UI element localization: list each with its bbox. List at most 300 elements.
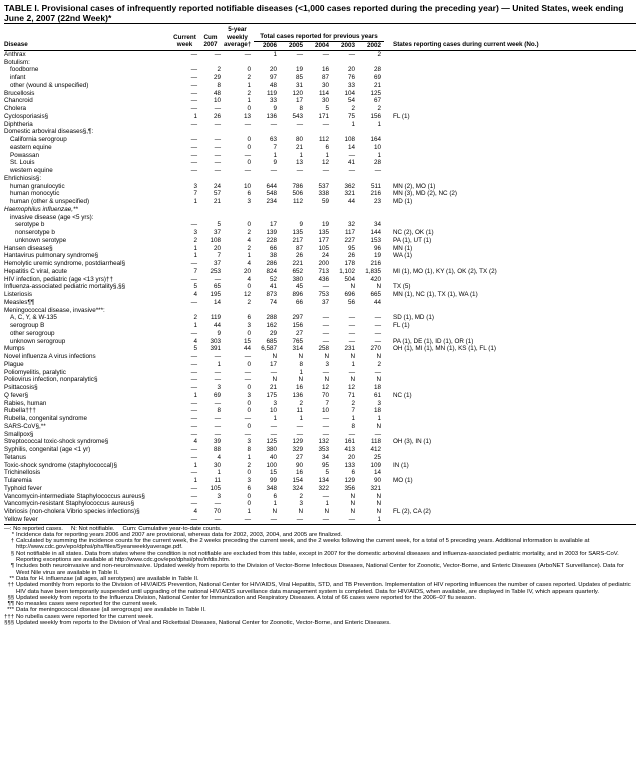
value-cell	[224, 59, 254, 67]
table-row	[4, 322, 636, 330]
value-cell: 30	[321, 81, 329, 89]
value-cell: 1	[377, 415, 381, 423]
value-cell: 321	[370, 484, 381, 492]
value-cell: 136	[292, 391, 303, 399]
states-cell	[384, 469, 636, 477]
value-cell: —	[244, 376, 251, 384]
table-row	[4, 485, 636, 493]
value-cell: 2	[193, 236, 197, 244]
value-cell: 4	[193, 337, 197, 345]
value-cell: 45	[295, 283, 303, 291]
value-cell: 1	[193, 198, 197, 206]
value-cell: 0	[247, 422, 251, 430]
disease-cell: invasive disease (age <5 yrs):	[10, 213, 94, 221]
value-cell: 19	[295, 66, 303, 74]
states-cell: SD (1), MD (1)	[393, 314, 434, 322]
disease-cell: eastern equine	[10, 143, 52, 151]
value-cell: 14	[347, 143, 355, 151]
states-cell	[384, 121, 636, 129]
states-cell	[384, 299, 636, 307]
value-cell: N	[376, 422, 381, 430]
value-cell: —	[214, 275, 221, 283]
value-cell: 1	[273, 151, 277, 159]
footnote-symbol: ¶¶	[7, 601, 14, 608]
value-cell	[306, 307, 332, 315]
value-cell: —	[296, 430, 303, 438]
value-cell: 21	[269, 384, 277, 392]
value-cell: 87	[295, 244, 303, 252]
states-cell	[384, 90, 636, 98]
table-row	[4, 90, 636, 98]
year-header: 2006	[262, 42, 277, 50]
value-cell: 8	[351, 422, 355, 430]
table-row	[4, 291, 636, 299]
value-cell: 1	[247, 508, 251, 516]
value-cell: —	[214, 376, 221, 384]
states-cell: MN (2), MO (1)	[393, 182, 436, 190]
value-cell: 162	[266, 322, 277, 330]
value-cell	[332, 214, 358, 222]
value-cell: 362	[344, 182, 355, 190]
disease-cell: A, C, Y, & W-135	[10, 314, 57, 322]
value-cell: —	[322, 314, 329, 322]
value-cell: 288	[266, 314, 277, 322]
value-cell	[200, 175, 224, 183]
disease-cell: other (wound & unspecified)	[10, 81, 89, 89]
disease-cell: Diphtheria	[4, 120, 33, 128]
footnote-symbol: ***	[7, 607, 14, 614]
value-cell: 380	[292, 275, 303, 283]
value-cell: 19	[373, 252, 381, 260]
value-cell: —	[190, 97, 197, 105]
value-cell: N	[324, 508, 329, 516]
value-cell	[306, 214, 332, 222]
value-cell: 112	[318, 136, 329, 144]
value-cell: 1	[247, 81, 251, 89]
value-cell: 1	[358, 516, 384, 524]
value-cell: 1	[193, 461, 197, 469]
value-cell: —	[374, 430, 381, 438]
value-cell: 5	[217, 221, 221, 229]
value-cell: 1	[217, 469, 221, 477]
value-cell: 4	[193, 291, 197, 299]
table-row	[4, 454, 636, 462]
value-cell: —	[190, 368, 197, 376]
value-cell: 2	[247, 244, 251, 252]
value-cell: 26	[295, 252, 303, 260]
value-cell: 0	[247, 384, 251, 392]
table-row	[4, 338, 636, 346]
value-cell: —	[190, 260, 197, 268]
footnote-text: Updated weekly from reports to the Division of Viral and Rickettsial Diseases, National Center for Zoonotic, Vector-Borne, and Enteric Diseases.	[16, 619, 391, 626]
value-cell: 30	[213, 461, 221, 469]
value-cell: 75	[347, 112, 355, 120]
table-row	[4, 167, 636, 175]
value-cell: —	[190, 422, 197, 430]
value-cell: 303	[210, 337, 221, 345]
value-cell: 7	[325, 399, 329, 407]
value-cell: 129	[292, 438, 303, 446]
states-cell	[384, 376, 636, 384]
value-cell	[332, 59, 358, 67]
value-cell: —	[244, 353, 251, 361]
value-cell	[332, 206, 358, 214]
table-row	[4, 105, 636, 113]
states-cell	[384, 400, 636, 408]
value-cell: 18	[373, 407, 381, 415]
states-cell	[384, 128, 636, 136]
value-cell: 2	[377, 360, 381, 368]
disease-cell: Rubella†††	[4, 407, 36, 415]
states-cell	[384, 353, 636, 361]
total-cases-header: Total cases reported for previous years	[254, 33, 384, 43]
value-cell: 117	[344, 229, 355, 237]
value-cell: 685	[266, 337, 277, 345]
value-cell: 17	[269, 221, 277, 229]
value-cell: 6,587	[261, 345, 277, 353]
value-cell: —	[244, 415, 251, 423]
value-cell: 3	[193, 229, 197, 237]
value-cell: 11	[296, 407, 303, 415]
value-cell: 7	[217, 252, 221, 260]
value-cell: 34	[321, 453, 329, 461]
value-cell: 3	[325, 360, 329, 368]
value-cell: 1	[193, 322, 197, 330]
value-cell: —	[190, 500, 197, 508]
disease-cell: Vancomycin-intermediate Staphylococcus aureus§	[4, 492, 145, 500]
value-cell: 9	[299, 221, 303, 229]
disease-cell: Tularemia	[4, 477, 32, 485]
value-cell: 32	[347, 221, 355, 229]
value-cell: N	[350, 283, 355, 291]
value-cell: 321	[344, 190, 355, 198]
disease-cell: human monocytic	[10, 190, 60, 198]
value-cell: —	[214, 430, 221, 438]
value-cell: 108	[210, 236, 221, 244]
year-headers	[254, 42, 384, 50]
value-cell: 48	[269, 81, 277, 89]
value-cell: 1	[351, 415, 355, 423]
value-cell: —	[374, 314, 381, 322]
value-cell: 37	[213, 229, 221, 237]
states-cell	[384, 369, 636, 377]
value-cell: 41	[269, 283, 277, 291]
value-cell: 14	[373, 469, 381, 477]
value-cell: 1	[193, 477, 197, 485]
value-cell: —	[190, 376, 197, 384]
value-cell: 0	[247, 407, 251, 415]
table-row	[4, 415, 636, 423]
states-cell: MN (1)	[393, 244, 413, 252]
states-cell	[384, 206, 636, 214]
value-cell: —	[190, 298, 197, 306]
legend-item: Cum: Cumulative year-to-date counts.	[122, 525, 222, 532]
table-row	[4, 392, 636, 400]
states-cell: FL (2), CA (2)	[393, 508, 431, 516]
value-cell: 132	[318, 438, 329, 446]
table-row	[4, 82, 636, 90]
disease-cell: Plague	[4, 360, 24, 368]
value-cell: —	[374, 322, 381, 330]
value-cell	[358, 59, 384, 67]
value-cell: —	[190, 329, 197, 337]
value-cell: 20	[269, 66, 277, 74]
value-cell: 135	[318, 229, 329, 237]
value-cell: 253	[210, 267, 221, 275]
table-row	[4, 268, 636, 276]
value-cell	[200, 214, 224, 222]
value-cell: —	[190, 89, 197, 97]
value-cell: 7	[193, 267, 197, 275]
cum-header: Cum 2007	[200, 26, 224, 50]
value-cell: 161	[344, 438, 355, 446]
footnote-symbol: §§	[7, 594, 14, 601]
value-cell	[358, 307, 384, 315]
value-cell: N	[298, 353, 303, 361]
value-cell	[254, 128, 280, 136]
value-cell: 21	[373, 81, 381, 89]
value-cell: 66	[295, 298, 303, 306]
table-row	[4, 438, 636, 446]
year-header: 2002	[366, 42, 381, 50]
states-cell	[384, 74, 636, 82]
value-cell: 1	[325, 151, 329, 159]
value-cell: 3	[193, 182, 197, 190]
value-cell: 6	[351, 469, 355, 477]
disease-cell: Trichinellosis	[4, 469, 41, 477]
value-cell: 112	[292, 198, 303, 206]
table-row	[4, 198, 636, 206]
table-row	[4, 221, 636, 229]
value-cell: 258	[318, 345, 329, 353]
value-cell: —	[322, 368, 329, 376]
value-cell: 506	[292, 190, 303, 198]
document-page	[4, 0, 636, 626]
states-cell	[384, 175, 636, 183]
value-cell: 2	[247, 461, 251, 469]
table-row	[4, 400, 636, 408]
table-row	[4, 50, 636, 58]
value-cell: 5	[325, 105, 329, 113]
states-cell	[384, 485, 636, 493]
value-cell: 0	[247, 105, 251, 113]
value-cell: 96	[373, 244, 381, 252]
value-cell: —	[348, 337, 355, 345]
value-cell: 753	[318, 291, 329, 299]
value-cell: 14	[213, 298, 221, 306]
value-cell: 9	[217, 329, 221, 337]
value-cell: 6	[247, 484, 251, 492]
value-cell: —	[244, 151, 251, 159]
footnote-symbol: *	[11, 531, 14, 538]
disease-cell: Toxic-shock syndrome (staphylococcal)§	[4, 461, 118, 469]
disease-cell: unknown serotype	[15, 236, 67, 244]
value-cell: —	[270, 422, 277, 430]
value-cell: 20	[347, 453, 355, 461]
value-cell: —	[296, 422, 303, 430]
disease-cell: HIV infection, pediatric (age <13 yrs)††	[4, 275, 114, 283]
value-cell: —	[190, 484, 197, 492]
value-cell: —	[214, 120, 221, 128]
value-cell: —	[214, 159, 221, 167]
table-row	[4, 493, 636, 501]
value-cell: 2	[299, 399, 303, 407]
value-cell	[306, 128, 332, 136]
states-cell	[384, 454, 636, 462]
value-cell: —	[190, 492, 197, 500]
table-row	[4, 183, 636, 191]
value-cell: —	[332, 516, 358, 524]
value-cell: 543	[292, 112, 303, 120]
footnote-symbol: ¶	[10, 563, 14, 570]
value-cell: 44	[243, 345, 251, 353]
value-cell: 8	[247, 446, 251, 454]
value-cell: 4	[193, 508, 197, 516]
value-cell: N	[376, 500, 381, 508]
value-cell: N	[272, 353, 277, 361]
value-cell: 24	[321, 252, 329, 260]
table-row	[4, 423, 636, 431]
value-cell	[224, 307, 254, 315]
states-cell: NC (1)	[393, 391, 412, 399]
disease-cell: Cyclosporiasis§	[4, 112, 49, 120]
value-cell: 824	[266, 267, 277, 275]
value-cell: 8	[217, 81, 221, 89]
states-cell: WA (1)	[393, 252, 413, 260]
states-cell: PA (1), UT (1)	[393, 236, 432, 244]
value-cell: 21	[213, 198, 221, 206]
value-cell: —	[348, 314, 355, 322]
states-cell: PA (1), DE (1), ID (1), OR (1)	[393, 337, 474, 345]
value-cell: —	[348, 368, 355, 376]
value-cell: 5	[193, 345, 197, 353]
table-row	[4, 345, 636, 353]
value-cell	[224, 206, 254, 214]
disease-cell: Rabies, human	[4, 399, 47, 407]
footnote-text: Updated weekly from reports to the Influenza Division, National Center for Immunization and Respiratory Diseases. A total of 66 cases were reported for the 2006–07 flu season.	[16, 594, 477, 601]
value-cell: 1	[193, 244, 197, 252]
value-cell	[306, 206, 332, 214]
value-cell: 436	[318, 275, 329, 283]
value-cell: 322	[318, 484, 329, 492]
value-cell: —	[190, 469, 197, 477]
value-cell: 537	[318, 182, 329, 190]
value-cell: 99	[269, 477, 277, 485]
value-cell: 200	[318, 260, 329, 268]
footnote-text: Includes both neuroinvasive and non-neuroinvasive. Updated weekly from reports to the Division of Vector-Borne Infectious Diseases, National Center for Zoonotic, Vector-Borne, and Enteric Diseases (ArboNET Surveillance). Data for West Nile virus are available in Table II.	[16, 563, 624, 576]
table-row	[4, 431, 636, 439]
table-row	[4, 384, 636, 392]
value-cell: —	[214, 415, 221, 423]
disease-cell: serogroup B	[10, 322, 45, 330]
table-row	[4, 407, 636, 415]
value-cell: 177	[318, 236, 329, 244]
disease-cell: Brucellosis	[4, 89, 35, 97]
value-cell: 8	[299, 360, 303, 368]
value-cell	[172, 175, 200, 183]
table-row	[4, 97, 636, 105]
value-cell: 74	[269, 298, 277, 306]
value-cell: 114	[318, 89, 329, 97]
value-cell: 153	[370, 236, 381, 244]
value-cell: —	[244, 120, 251, 128]
value-cell: 2	[247, 74, 251, 82]
states-cell	[384, 50, 636, 58]
value-cell: 10	[213, 97, 221, 105]
states-cell: MO (1)	[393, 477, 413, 485]
value-cell: 11	[214, 477, 221, 485]
value-cell: —	[190, 120, 197, 128]
disease-cell: Hemolytic uremic syndrome, postdiarrheal§	[4, 260, 126, 268]
table-row	[4, 376, 636, 384]
value-cell: 12	[347, 384, 355, 392]
value-cell: —	[190, 384, 197, 392]
value-cell: 2	[299, 492, 303, 500]
value-cell: 38	[269, 252, 277, 260]
value-cell: 95	[347, 244, 355, 252]
value-cell: 10	[321, 407, 329, 415]
disease-cell: Botulism:	[4, 58, 30, 66]
value-cell: —	[214, 50, 221, 58]
table-row	[4, 369, 636, 377]
value-cell: —	[322, 120, 329, 128]
table-row	[4, 508, 636, 516]
value-cell: N	[350, 492, 355, 500]
value-cell: —	[348, 167, 355, 175]
disease-cell: Rubella, congenital syndrome	[4, 415, 87, 423]
value-cell: 0	[247, 492, 251, 500]
value-cell: N	[350, 376, 355, 384]
value-cell: —	[374, 167, 381, 175]
value-cell: 1	[247, 453, 251, 461]
value-cell	[224, 214, 254, 222]
value-cell: 1	[325, 500, 329, 508]
footnote-text: No rubella cases were reported for the current week.	[16, 613, 154, 620]
states-cell	[384, 221, 636, 229]
value-cell: 156	[370, 112, 381, 120]
states-cell	[384, 446, 636, 454]
states-cell	[384, 407, 636, 415]
states-cell	[384, 260, 636, 268]
value-cell: 25	[373, 453, 381, 461]
disease-cell: Hantavirus pulmonary syndrome§	[4, 252, 99, 260]
table-row	[4, 276, 636, 284]
value-cell: 348	[266, 484, 277, 492]
table-row	[4, 237, 636, 245]
table-row	[4, 175, 636, 183]
disease-cell: unknown serogroup	[10, 337, 66, 345]
states-cell: FL (1)	[393, 112, 410, 120]
value-cell: 9	[273, 159, 277, 167]
disease-cell: Vancomycin-resistant Staphylococcus aureus§	[4, 500, 135, 508]
table-row	[4, 121, 636, 129]
disease-cell: Q fever§	[4, 391, 29, 399]
value-cell	[224, 175, 254, 183]
states-cell	[384, 330, 636, 338]
value-cell: 1	[247, 97, 251, 105]
disease-cell: Typhoid fever	[4, 484, 42, 492]
value-cell: 90	[373, 477, 381, 485]
value-cell: —	[190, 167, 197, 175]
disease-cell: Poliovirus infection, nonparalytic§	[4, 376, 98, 384]
value-cell	[200, 59, 224, 67]
value-cell: 34	[373, 221, 381, 229]
value-cell: —	[214, 399, 221, 407]
value-cell: 7	[193, 190, 197, 198]
value-cell: 26	[213, 112, 221, 120]
value-cell: —	[214, 353, 221, 361]
value-cell: 29	[269, 329, 277, 337]
